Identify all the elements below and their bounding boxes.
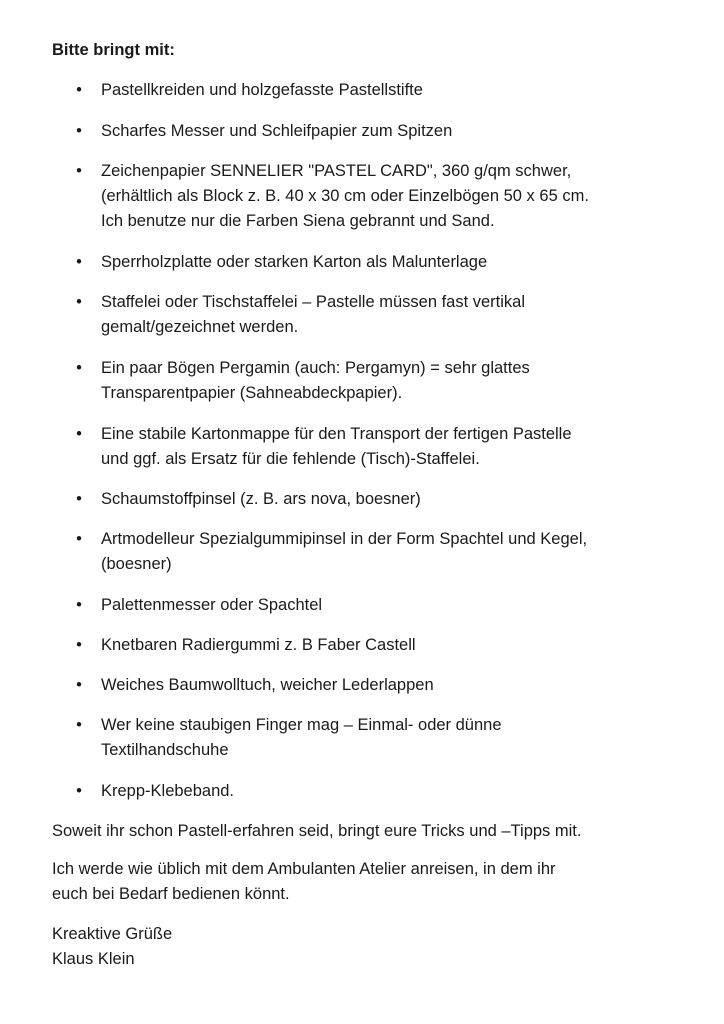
list-item-text: Knetbaren Radiergummi z. B Faber Castell	[101, 636, 416, 654]
bullet-icon: •	[76, 676, 82, 694]
bullet-icon: •	[76, 782, 82, 800]
list-item-text: Wer keine staubigen Finger mag – Einmal- oder dünne Textilhandschuhe	[101, 716, 502, 759]
atelier-paragraph: Ich werde wie üblich mit dem Ambulanten Atelier anreisen, in dem ihr euch bei Bedarf bedienen könnt.	[52, 860, 556, 903]
bullet-icon: •	[76, 253, 82, 271]
list-item-text: Krepp-Klebeband.	[101, 782, 235, 800]
list-item-text: Sperrholzplatte oder starken Karton als Malunterlage	[101, 253, 488, 271]
list-item-text: Weiches Baumwolltuch, weicher Lederlappen	[101, 676, 434, 694]
list-item-text: Artmodelleur Spezialgummipinsel in der Form Spachtel und Kegel, (boesner)	[101, 530, 588, 573]
tips-paragraph: Soweit ihr schon Pastell-erfahren seid, bringt eure Tricks und –Tipps mit.	[52, 822, 582, 840]
bullet-icon: •	[76, 596, 82, 614]
list-item-text: Pastellkreiden und holzgefasste Pastellstifte	[101, 81, 423, 99]
list-heading: Bitte bringt mit:	[52, 41, 175, 59]
bullet-icon: •	[76, 81, 82, 99]
list-item-text: Staffelei oder Tischstaffelei – Pastelle müssen fast vertikal gemalt/gezeichnet werden.	[101, 293, 526, 336]
list-item-text: Schaumstoffpinsel (z. B. ars nova, boesner)	[101, 490, 421, 508]
bullet-icon: •	[76, 716, 82, 734]
bullet-icon: •	[76, 425, 82, 443]
bullet-icon: •	[76, 162, 82, 180]
bullet-icon: •	[76, 530, 82, 548]
bullet-icon: •	[76, 122, 82, 140]
bullet-icon: •	[76, 293, 82, 311]
list-item-text: Palettenmesser oder Spachtel	[101, 596, 323, 614]
bullet-icon: •	[76, 636, 82, 654]
bullet-icon: •	[76, 359, 82, 377]
signoff: Kreaktive Grüße Klaus Klein	[52, 925, 173, 968]
list-item-text: Scharfes Messer und Schleifpapier zum Spitzen	[101, 122, 453, 140]
list-item-text: Zeichenpapier SENNELIER "PASTEL CARD", 360 g/qm schwer, (erhältlich als Block z. B. 40 x 30 cm oder Einzelbögen 50 x 65 cm. Ich benutze nur die Farben Siena gebrannt und Sand.	[101, 162, 589, 230]
list-item-text: Eine stabile Kartonmappe für den Transport der fertigen Pastelle und ggf. als Ersatz für die fehlende (Tisch)-Staffelei.	[101, 425, 572, 468]
bullet-icon: •	[76, 490, 82, 508]
list-item-text: Ein paar Bögen Pergamin (auch: Pergamyn) = sehr glattes Transparentpapier (Sahneabdeckpapier).	[101, 359, 530, 402]
